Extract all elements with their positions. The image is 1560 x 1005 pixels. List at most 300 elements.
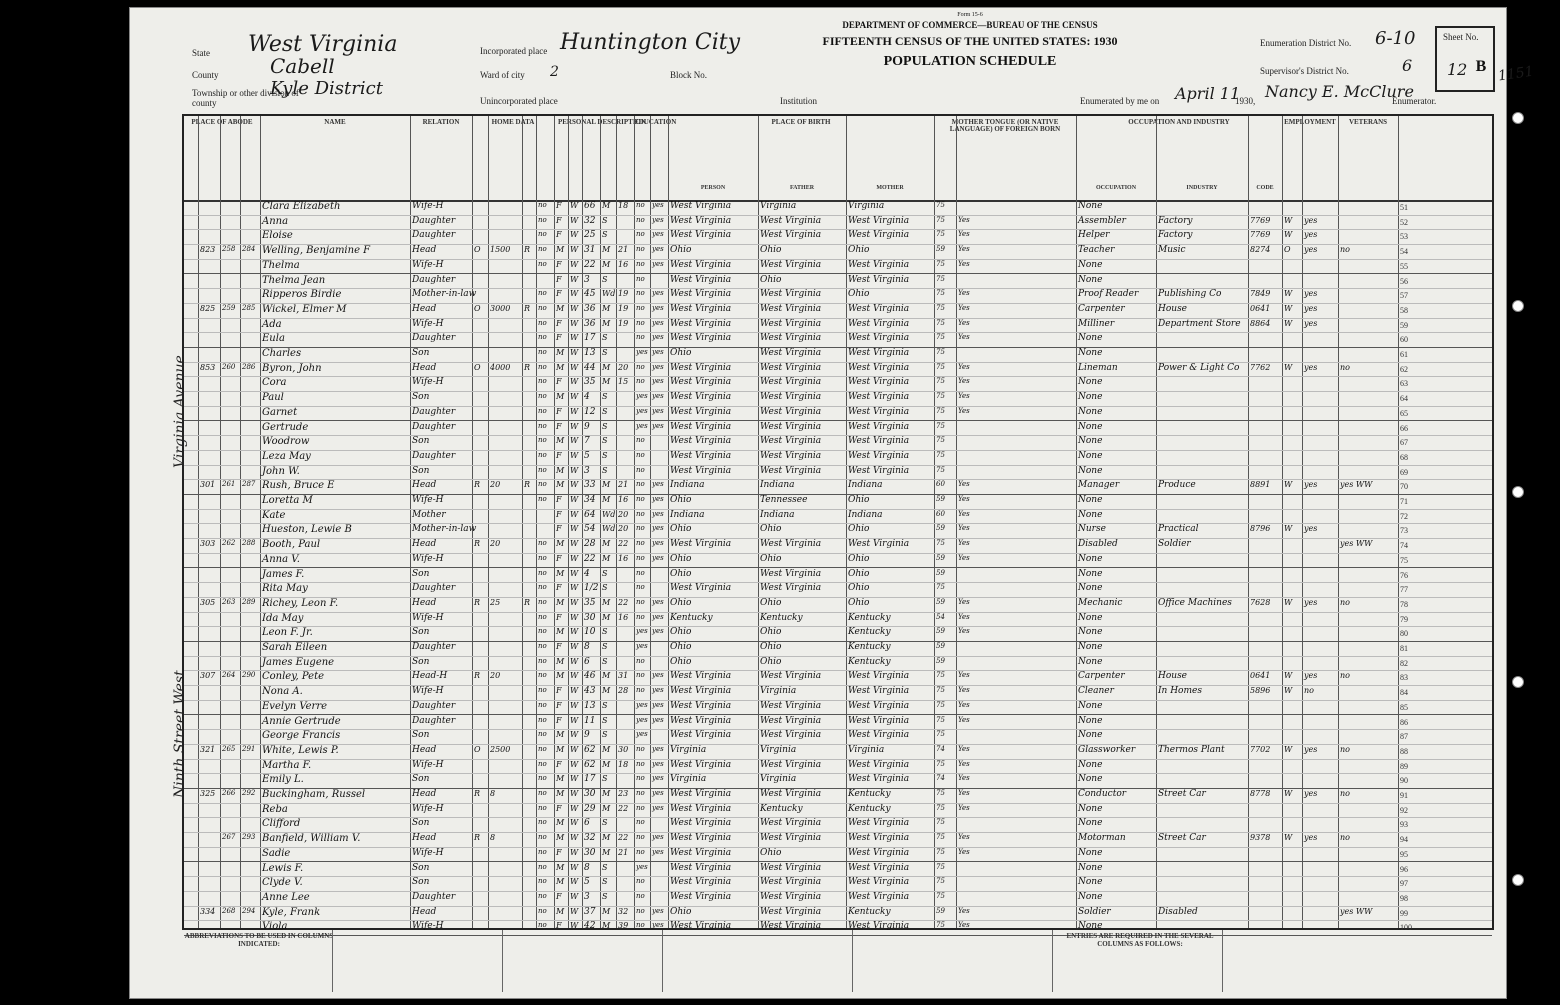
- cell-bp: Ohio: [670, 524, 692, 535]
- cell-age: 5: [584, 450, 590, 461]
- cell-ms: S: [602, 568, 608, 578]
- cell-sch: yes: [636, 421, 648, 430]
- cell-farm: no: [538, 877, 547, 886]
- cell-oc: 0641: [1250, 671, 1271, 681]
- cell-rel: Mother-in-law: [412, 289, 477, 300]
- cell-own: R: [474, 671, 481, 681]
- cell-rd: yes: [652, 377, 664, 386]
- cell-age: 30: [584, 612, 596, 623]
- cell-age: 62: [584, 744, 596, 755]
- cell-rel: Head: [412, 303, 437, 314]
- cell-sch: no: [636, 215, 645, 224]
- cell-farm: no: [538, 921, 547, 930]
- cell-farm: no: [538, 201, 547, 209]
- cell-val: 20: [490, 539, 501, 549]
- cell-eng: Yes: [958, 597, 970, 606]
- binder-hole-1: [1512, 112, 1524, 124]
- cell-occ: None: [1078, 877, 1103, 888]
- census-row: [184, 538, 1492, 554]
- cell-vet: no: [1340, 245, 1350, 255]
- cell-eng: Yes: [958, 524, 970, 533]
- cell-occ: None: [1078, 377, 1103, 388]
- cell-race: W: [570, 509, 579, 519]
- cell-rel: Mother-in-law: [412, 524, 477, 535]
- cell-mbp: West Virginia: [848, 877, 910, 888]
- cell-name: Reba: [262, 803, 288, 815]
- column-group-personal: PERSONAL DESCRIPTION: [557, 118, 647, 126]
- cell-sch: yes: [636, 730, 648, 739]
- cell-mbp: West Virginia: [848, 539, 910, 550]
- cell-n: 80: [1400, 629, 1408, 639]
- cell-n: 93: [1400, 820, 1408, 830]
- cell-farm: no: [538, 259, 547, 268]
- cell-rd: yes: [652, 612, 664, 621]
- census-row: [184, 376, 1492, 392]
- cell-ms: M: [602, 303, 611, 313]
- cell-bp: West Virginia: [670, 847, 732, 858]
- cell-ms: M: [602, 377, 611, 387]
- cell-sex: M: [556, 671, 565, 681]
- cell-fbp: West Virginia: [760, 259, 822, 270]
- census-row: [184, 773, 1492, 789]
- cell-eng: Yes: [958, 774, 970, 783]
- cell-age: 29: [584, 803, 596, 814]
- cell-cd: 60: [936, 509, 945, 518]
- cell-mbp: Ohio: [848, 583, 870, 594]
- cell-occ: Manager: [1078, 480, 1120, 491]
- cell-mbp: Kentucky: [848, 642, 891, 652]
- cell-farm: no: [538, 362, 547, 371]
- cell-farm: no: [538, 436, 547, 445]
- cell-val: 3000: [490, 303, 511, 313]
- institution-label: Institution: [780, 96, 818, 106]
- cell-mbp: West Virginia: [848, 259, 910, 270]
- cell-emp: no: [1304, 686, 1314, 696]
- cell-n: 97: [1400, 879, 1408, 889]
- cell-fbp: West Virginia: [760, 406, 822, 417]
- cell-dw: 266: [222, 789, 236, 797]
- cell-cd: 75: [936, 259, 945, 268]
- cell-eng: Yes: [958, 833, 970, 842]
- cell-age: 11: [584, 715, 596, 726]
- cell-eng: Yes: [958, 847, 970, 856]
- cell-ms: S: [602, 656, 608, 666]
- cell-rel: Daughter: [412, 215, 456, 226]
- cell-occ: Lineman: [1078, 362, 1118, 373]
- cell-farm: no: [538, 774, 547, 783]
- cell-sex: M: [556, 656, 565, 666]
- cell-eng: Yes: [958, 303, 970, 312]
- cell-occ: None: [1078, 392, 1103, 403]
- cell-cd: 59: [936, 495, 945, 503]
- cell-occ: None: [1078, 656, 1103, 667]
- cell-rd: yes: [652, 480, 664, 489]
- cell-age: 12: [584, 406, 596, 417]
- cell-farm: no: [538, 715, 547, 724]
- cell-fbp: West Virginia: [760, 906, 822, 917]
- cell-fbp: West Virginia: [760, 230, 822, 241]
- cell-race: W: [570, 642, 579, 651]
- cell-age: 34: [584, 495, 596, 505]
- cell-rd: yes: [652, 789, 664, 797]
- cell-ms: M: [602, 921, 611, 931]
- cell-rd: yes: [652, 671, 664, 680]
- cell-sch: no: [636, 495, 645, 503]
- cell-name: Thelma: [262, 259, 300, 271]
- cell-race: W: [570, 891, 579, 901]
- cell-fm: 294: [242, 906, 256, 915]
- cell-emp: yes: [1304, 362, 1318, 372]
- cell-sch: no: [636, 333, 645, 342]
- cell-race: W: [570, 245, 579, 255]
- cell-cd: 75: [936, 891, 945, 900]
- sheet-number-box: [1435, 26, 1495, 92]
- cell-name: Clyde V.: [262, 877, 303, 889]
- cell-ms: M: [602, 906, 611, 916]
- cell-rel: Head: [412, 833, 437, 844]
- cell-agm: 18: [618, 759, 629, 769]
- cell-farm: no: [538, 656, 547, 665]
- cell-occ: None: [1078, 921, 1103, 932]
- cell-rel: Head: [412, 789, 437, 799]
- township-label: Township or other division of county: [192, 88, 299, 108]
- cell-rd: yes: [652, 539, 664, 548]
- cell-sex: F: [556, 259, 562, 269]
- cell-occ: None: [1078, 862, 1103, 873]
- cell-race: W: [570, 686, 579, 696]
- cell-ms: S: [602, 348, 608, 357]
- cell-dw: 258: [222, 245, 236, 254]
- cell-cd: 59: [936, 642, 945, 650]
- cell-ms: M: [602, 318, 611, 328]
- cell-name: Kyle, Frank: [262, 906, 321, 918]
- cell-rd: yes: [652, 392, 664, 401]
- cell-cd: 59: [936, 553, 945, 562]
- cell-eng: Yes: [958, 377, 970, 386]
- cell-race: W: [570, 568, 579, 578]
- cell-mbp: Ohio: [848, 289, 870, 300]
- cell-age: 17: [584, 333, 596, 344]
- cell-rel: Son: [412, 627, 430, 638]
- cell-farm: no: [538, 406, 547, 415]
- cell-cd: 75: [936, 789, 945, 797]
- cell-agm: 16: [618, 553, 629, 563]
- cell-bp: West Virginia: [670, 259, 732, 270]
- cell-rel: Daughter: [412, 450, 456, 461]
- cell-oc: 7628: [1250, 597, 1271, 607]
- cell-ms: Wd: [602, 289, 616, 299]
- cell-hn: 823: [200, 245, 216, 255]
- cell-race: W: [570, 789, 579, 798]
- cell-n: 98: [1400, 893, 1408, 903]
- cell-ms: S: [602, 715, 608, 725]
- column-header-person: PERSON: [700, 185, 726, 191]
- cell-sex: M: [556, 730, 565, 740]
- cell-age: 10: [584, 627, 596, 638]
- cell-rel: Head: [412, 597, 437, 608]
- cell-oc: 8864: [1250, 318, 1271, 328]
- cell-name: Hueston, Lewie B: [262, 524, 352, 536]
- street-note-ninth-street: Ninth Street West: [172, 670, 188, 798]
- cell-sex: M: [556, 465, 565, 475]
- cell-agm: 20: [618, 524, 629, 534]
- cell-mbp: West Virginia: [848, 671, 910, 682]
- cell-bp: West Virginia: [670, 862, 732, 873]
- cell-race: W: [570, 833, 579, 843]
- ward-label: Ward of city: [480, 70, 525, 80]
- cell-age: 62: [584, 759, 596, 770]
- cell-bp: Ohio: [670, 553, 692, 564]
- cell-sex: M: [556, 774, 565, 784]
- enumeration-date: April 11: [1175, 84, 1241, 103]
- county-label: County: [192, 70, 219, 80]
- cell-name: James Eugene: [262, 656, 335, 668]
- cell-sex: M: [556, 627, 565, 637]
- cell-rd: yes: [652, 333, 664, 342]
- cell-cd: 75: [936, 833, 945, 842]
- enum-district-label: Enumeration District No.: [1260, 38, 1352, 48]
- cell-oc: 8796: [1250, 524, 1271, 534]
- cell-mbp: West Virginia: [848, 891, 910, 902]
- cell-name: Martha F.: [262, 759, 312, 771]
- cell-age: 25: [584, 230, 596, 241]
- cell-rd: yes: [652, 245, 664, 254]
- cell-name: Charles: [262, 348, 302, 359]
- cell-occ: None: [1078, 465, 1103, 476]
- cell-eng: Yes: [958, 744, 970, 753]
- cell-fm: 290: [242, 671, 256, 680]
- cell-occ: Teacher: [1078, 245, 1115, 256]
- cell-emp: yes: [1304, 303, 1318, 313]
- cell-age: 36: [584, 318, 596, 329]
- cell-name: Ada: [262, 318, 282, 330]
- cell-fm: 286: [242, 362, 256, 371]
- cell-oc: 7769: [1250, 230, 1271, 240]
- cell-sex: F: [556, 509, 562, 519]
- cell-name: Emily L.: [262, 774, 304, 786]
- cell-rel: Head: [412, 362, 437, 373]
- cell-cd: 59: [936, 627, 945, 636]
- cell-rd: yes: [652, 509, 664, 518]
- cell-eng: Yes: [958, 921, 970, 930]
- form-number: Form 15-6: [957, 12, 983, 18]
- cell-mbp: West Virginia: [848, 847, 910, 858]
- census-row: [184, 744, 1492, 760]
- cell-farm: no: [538, 730, 547, 739]
- cell-ms: M: [602, 833, 611, 843]
- cell-cd: 75: [936, 362, 945, 371]
- cell-ind: Street Car: [1158, 833, 1206, 844]
- cell-rd: yes: [652, 715, 664, 724]
- cell-fbp: Kentucky: [760, 612, 803, 623]
- census-row: [184, 274, 1492, 290]
- cell-n: 69: [1400, 467, 1408, 477]
- cell-agm: 21: [618, 245, 629, 255]
- cell-rel: Wife-H: [412, 686, 444, 697]
- township-value: Kyle District: [270, 78, 383, 99]
- cell-mbp: West Virginia: [848, 274, 910, 285]
- cell-cls: W: [1284, 833, 1293, 843]
- cell-bp: Indiana: [670, 480, 705, 491]
- cell-fm: 292: [242, 789, 256, 797]
- cell-race: W: [570, 803, 579, 813]
- cell-rel: Daughter: [412, 230, 456, 241]
- cell-sex: F: [556, 421, 562, 431]
- cell-ind: Disabled: [1158, 906, 1198, 917]
- cell-sch: no: [636, 436, 645, 445]
- cell-bp: West Virginia: [670, 392, 732, 403]
- cell-sex: F: [556, 524, 562, 534]
- cell-n: 54: [1400, 247, 1408, 257]
- cell-cd: 59: [936, 524, 945, 533]
- cell-bp: West Virginia: [670, 891, 732, 902]
- cell-mbp: West Virginia: [848, 774, 910, 785]
- cell-own: O: [474, 303, 481, 313]
- cell-cls: W: [1284, 524, 1293, 534]
- cell-own: R: [474, 789, 481, 798]
- cell-fm: 285: [242, 303, 256, 312]
- cell-rel: Mother: [412, 509, 446, 520]
- census-row: [184, 288, 1492, 304]
- cell-fm: 288: [242, 539, 256, 548]
- cell-fbp: West Virginia: [760, 818, 822, 829]
- census-row: [184, 303, 1492, 319]
- cell-eng: Yes: [958, 480, 970, 489]
- cell-bp: West Virginia: [670, 230, 732, 241]
- cell-race: W: [570, 450, 579, 460]
- cell-ms: S: [602, 627, 608, 637]
- cell-race: W: [570, 303, 579, 313]
- cell-occ: None: [1078, 803, 1103, 814]
- cell-val: 2500: [490, 744, 511, 754]
- cell-sex: M: [556, 436, 565, 446]
- cell-occ: Helper: [1078, 230, 1110, 241]
- cell-ms: Wd: [602, 509, 616, 519]
- sheet-side: B: [1475, 58, 1487, 75]
- cell-race: W: [570, 818, 579, 828]
- cell-sch: no: [636, 597, 645, 606]
- cell-agm: 19: [618, 318, 629, 328]
- cell-mbp: Kentucky: [848, 803, 891, 814]
- cell-mbp: West Virginia: [848, 450, 910, 461]
- cell-n: 94: [1400, 835, 1408, 845]
- cell-rel: Daughter: [412, 891, 456, 902]
- cell-mbp: Ohio: [848, 524, 870, 535]
- cell-emp: yes: [1304, 789, 1318, 798]
- cell-farm: no: [538, 303, 547, 312]
- cell-mbp: Indiana: [848, 480, 883, 491]
- cell-ms: M: [602, 245, 611, 255]
- cell-age: 32: [584, 833, 596, 844]
- cell-farm: no: [538, 230, 547, 239]
- cell-age: 13: [584, 700, 596, 711]
- cell-occ: Proof Reader: [1078, 289, 1139, 300]
- cell-rd: yes: [652, 847, 664, 856]
- cell-cd: 54: [936, 612, 945, 621]
- cell-cd: 59: [936, 568, 945, 577]
- cell-name: Wickel, Elmer M: [262, 303, 347, 315]
- cell-farm: no: [538, 421, 547, 430]
- cell-sex: F: [556, 847, 562, 857]
- cell-race: W: [570, 495, 579, 504]
- cell-occ: None: [1078, 201, 1103, 211]
- cell-farm: no: [538, 744, 547, 753]
- cell-name: Rush, Bruce E: [262, 480, 335, 492]
- cell-age: 28: [584, 539, 596, 550]
- cell-rel: Wife-H: [412, 553, 444, 564]
- cell-rd: yes: [652, 700, 664, 709]
- cell-mbp: West Virginia: [848, 465, 910, 476]
- cell-n: 84: [1400, 688, 1408, 698]
- cell-name: White, Lewis P.: [262, 744, 339, 756]
- cell-n: 62: [1400, 364, 1408, 374]
- cell-name: Loretta M: [262, 495, 313, 506]
- cell-hn: 321: [200, 744, 216, 754]
- cell-bp: West Virginia: [670, 377, 732, 388]
- cell-agm: 39: [618, 921, 629, 931]
- cell-hn: 301: [200, 480, 216, 490]
- cell-mbp: West Virginia: [848, 921, 910, 932]
- cell-fbp: Virginia: [760, 774, 797, 785]
- cell-age: 64: [584, 509, 596, 520]
- cell-farm: no: [538, 289, 547, 298]
- census-row: [184, 332, 1492, 348]
- cell-sch: no: [636, 524, 645, 533]
- cell-name: Eloise: [262, 230, 293, 242]
- supervisor-label: Supervisor's District No.: [1260, 66, 1349, 76]
- cell-bp: West Virginia: [670, 671, 732, 682]
- census-row: [184, 847, 1492, 863]
- cell-rel: Wife-H: [412, 201, 444, 211]
- cell-name: Annie Gertrude: [262, 715, 341, 727]
- cell-cd: 75: [936, 215, 945, 224]
- cell-bp: West Virginia: [670, 789, 732, 799]
- cell-bp: West Virginia: [670, 289, 732, 300]
- column-header-mother: MOTHER: [876, 185, 904, 191]
- cell-mbp: West Virginia: [848, 686, 910, 697]
- cell-hn: 325: [200, 789, 216, 798]
- cell-name: Ida May: [262, 612, 304, 624]
- cell-fbp: Ohio: [760, 597, 782, 608]
- cell-rel: Head: [412, 245, 437, 256]
- cell-age: 54: [584, 524, 596, 535]
- cell-dw: 264: [222, 671, 236, 680]
- cell-dw: 259: [222, 303, 236, 312]
- cell-sch: no: [636, 833, 645, 842]
- cell-race: W: [570, 259, 579, 269]
- cell-rel: Head: [412, 539, 437, 550]
- cell-sex: F: [556, 891, 562, 901]
- cell-cd: 75: [936, 450, 945, 459]
- cell-rel: Son: [412, 436, 430, 447]
- cell-name: Sarah Eileen: [262, 642, 328, 653]
- cell-agm: 20: [618, 362, 629, 372]
- cell-name: George Francis: [262, 730, 341, 742]
- cell-rd: yes: [652, 627, 664, 636]
- cell-sex: F: [556, 700, 562, 710]
- cell-hn: 305: [200, 597, 216, 607]
- cell-sch: no: [636, 259, 645, 268]
- cell-ms: M: [602, 597, 611, 607]
- census-row: [184, 391, 1492, 407]
- cell-name: Thelma Jean: [262, 274, 326, 286]
- cell-dw: 263: [222, 597, 236, 606]
- cell-age: 6: [584, 818, 590, 829]
- cell-ms: M: [602, 744, 611, 754]
- census-row: [184, 715, 1492, 731]
- cell-bp: West Virginia: [670, 583, 732, 594]
- cell-mbp: Ohio: [848, 597, 870, 608]
